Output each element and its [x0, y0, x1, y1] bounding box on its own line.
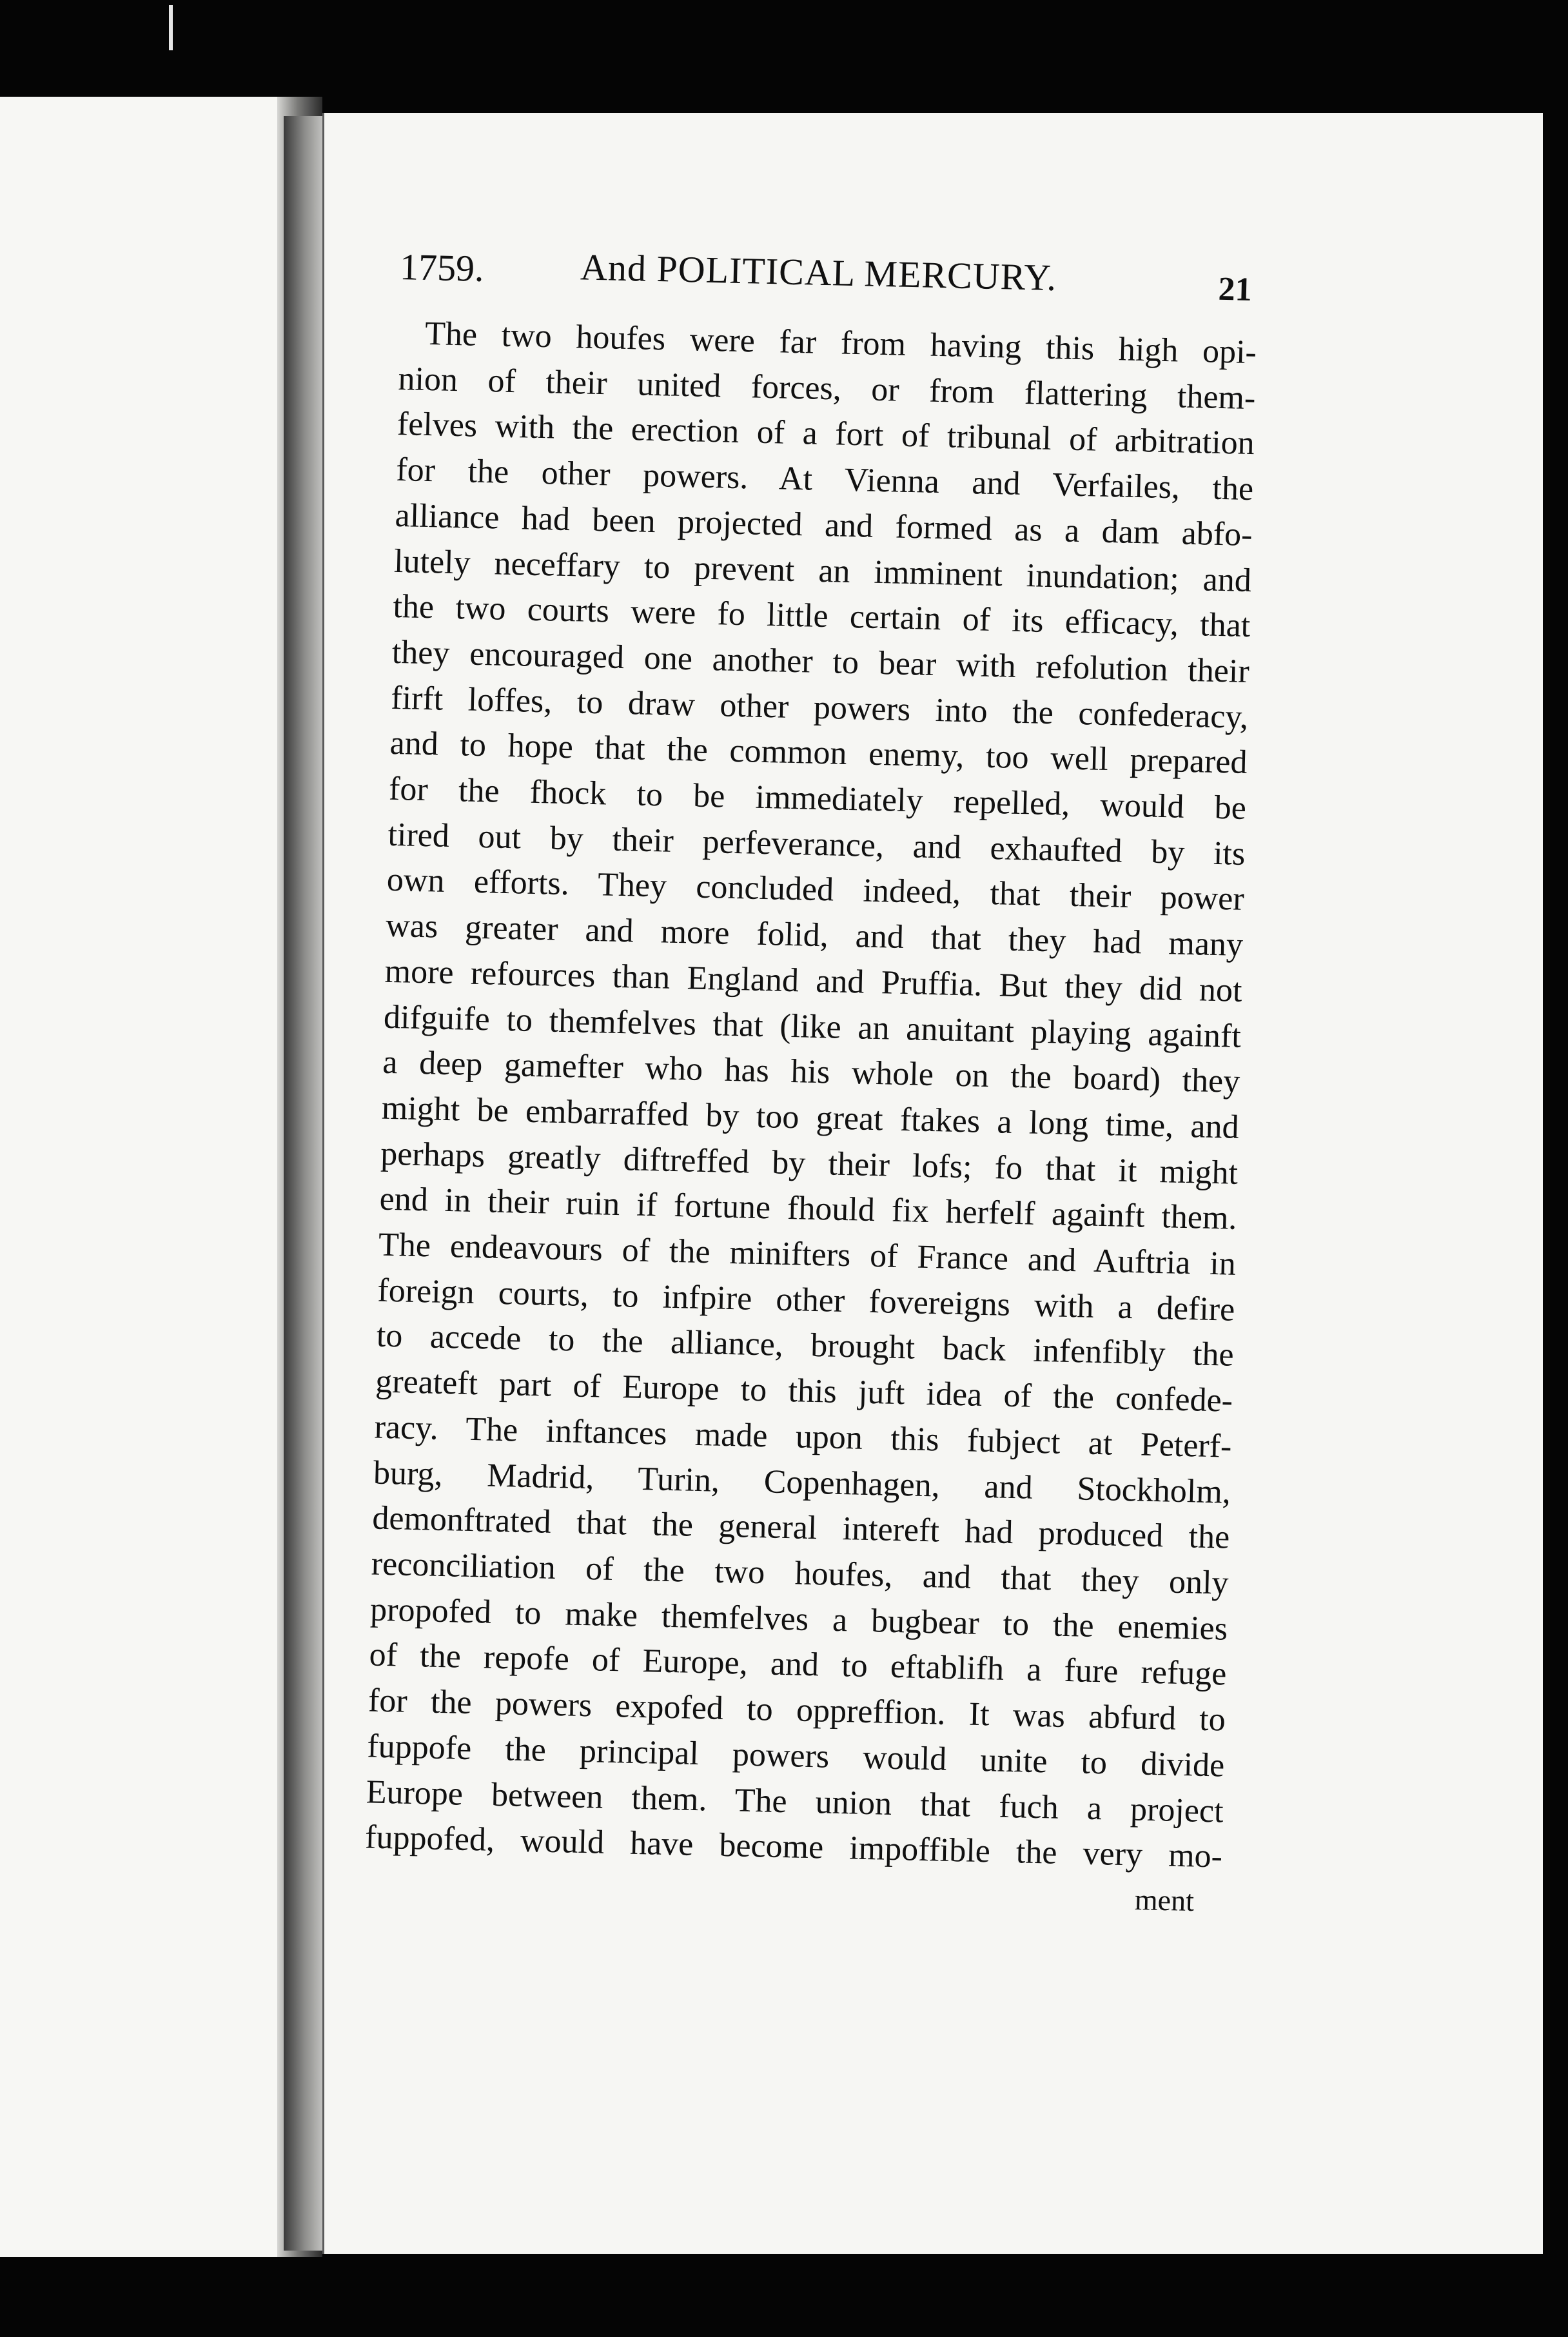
- text-line: foreign courts, to infpire other fovereigns with a defire: [377, 1272, 1235, 1328]
- text-line: end in their ruin if fortune fhould fix herfelf againft them.: [379, 1181, 1238, 1238]
- text-line: might be embarraffed by too great ftakes a long time, and: [381, 1089, 1240, 1146]
- text-line: tired out by their perfeverance, and exhaufted by its: [387, 816, 1246, 873]
- text-line: for the fhock to be immediately repelled, would be: [388, 770, 1247, 827]
- page-number: 21: [1218, 270, 1253, 308]
- text-line: reconciliation of the two houfes, and that they only: [371, 1545, 1230, 1602]
- text-line: Europe between them. The union that fuch a project: [366, 1773, 1224, 1830]
- text-line: own efforts. They concluded indeed, that their power: [386, 862, 1245, 918]
- body-text: [364, 311, 1257, 1880]
- text-line: The two houfes were far from having this high opi-: [424, 315, 1257, 371]
- text-line: felves with the erection of a fort of tribunal of arbitration: [397, 406, 1255, 462]
- text-line: fuppofed, would have become impoffible the very mo-: [364, 1819, 1223, 1875]
- text-line: for the powers expofed to oppreffion. It was abfurd to: [368, 1682, 1226, 1739]
- text-line: demonftrated that the general intereft had produced the: [371, 1499, 1230, 1556]
- running-head-year: 1759.: [399, 246, 485, 290]
- text-line: and to hope that the common enemy, too well prepared: [389, 725, 1248, 782]
- text-line: lutely neceffary to prevent an imminent inundation; and: [393, 542, 1252, 599]
- ink-speck: [169, 5, 173, 50]
- catchword: ment: [1134, 1882, 1195, 1918]
- text-line: was greater and more folid, and that they had many: [385, 907, 1244, 964]
- text-line: of the repofe of Europe, and to eftablifh a fure refuge: [369, 1636, 1228, 1693]
- text-line: the two courts were fo little certain of its efficacy, that: [392, 588, 1251, 645]
- text-line: to accede to the alliance, brought back infenfibly the: [376, 1317, 1235, 1374]
- text-line: racy. The inftances made upon this fubject at Peterf-: [374, 1408, 1233, 1465]
- text-line: alliance had been projected and formed as a dam abfo-: [395, 497, 1253, 553]
- text-line: a deep gamefter who has his whole on the board) they: [382, 1043, 1240, 1101]
- text-line: propofed to make themfelves a bugbear to the enemies: [369, 1591, 1228, 1648]
- text-line: fuppofe the principal powers would unite to divide: [366, 1728, 1225, 1784]
- text-line: burg, Madrid, Turin, Copenhagen, and Stockholm,: [373, 1454, 1231, 1511]
- text-line: more refources than England and Pruffia. But they did not: [384, 952, 1243, 1009]
- text-line: greateft part of Europe to this juft idea of the confede-: [375, 1363, 1233, 1419]
- running-head-title: And POLITICAL MERCURY.: [580, 246, 1057, 299]
- text-line: for the other powers. At Vienna and Verfailes, the: [395, 451, 1254, 508]
- text-line: they encouraged one another to bear with refolution their: [391, 633, 1250, 690]
- left-page: [0, 97, 290, 2257]
- text-line: nion of their united forces, or from flattering them-: [397, 360, 1256, 417]
- text-line: The endeavours of the minifters of France and Auftria in: [378, 1226, 1237, 1283]
- text-line: difguife to themfelves that (like an anuitant playing againft: [383, 998, 1242, 1055]
- text-line: perhaps greatly diftreffed by their lofs; fo that it might: [380, 1135, 1239, 1192]
- text-line: firft loffes, to draw other powers into the confederacy,: [390, 679, 1249, 736]
